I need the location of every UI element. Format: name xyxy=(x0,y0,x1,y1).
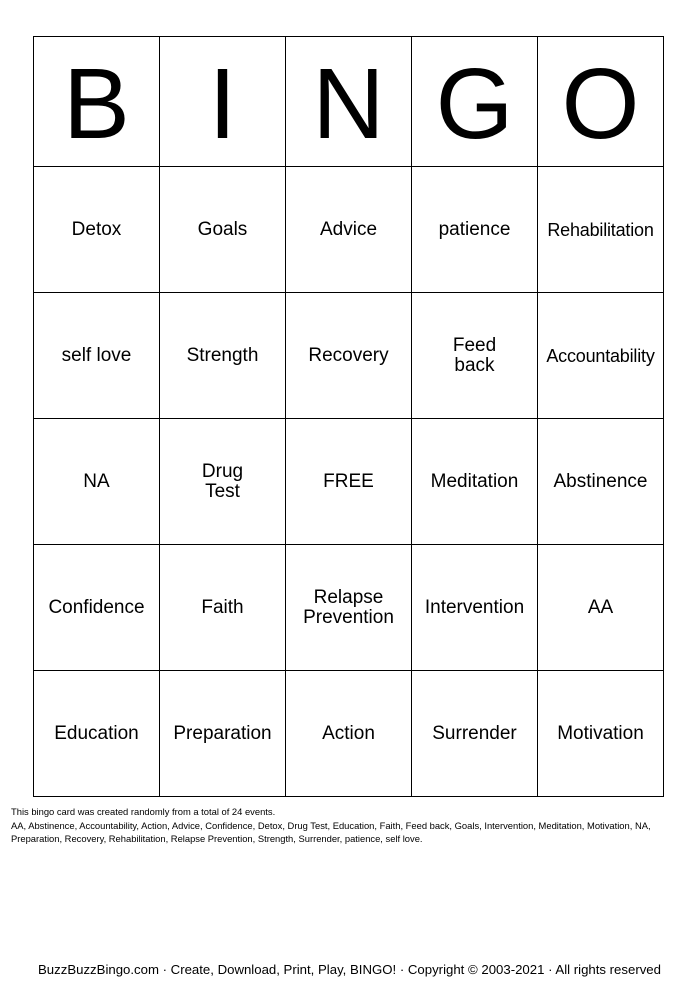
bingo-cell: Surrender xyxy=(412,671,538,797)
bingo-card xyxy=(33,36,664,797)
bingo-row xyxy=(34,293,664,419)
bingo-cell: AA xyxy=(538,545,664,671)
bingo-cell: self love xyxy=(34,293,160,419)
bingo-cell: Goals xyxy=(160,167,286,293)
bingo-cell: Education xyxy=(34,671,160,797)
bingo-cell: Confidence xyxy=(34,545,160,671)
bingo-row xyxy=(34,419,664,545)
bingo-cell: Detox xyxy=(34,167,160,293)
header-letter-n: N xyxy=(286,37,412,167)
header-letter-g: G xyxy=(412,37,538,167)
card-note-events: AA, Abstinence, Accountability, Action, Advice, Confidence, Detox, Drug Test, Education, Faith, Feed back, Goals, Intervention, Meditation, Motivation, NA, Preparation, Recovery, Rehabilitation, Relapse Prevention, Strength, Surrender, patience, self love. xyxy=(11,819,651,844)
bingo-cell: Drug Test xyxy=(160,419,286,545)
bingo-cell: Feed back xyxy=(412,293,538,419)
bingo-cell: Rehabilitation xyxy=(538,167,664,293)
bingo-cell: Preparation xyxy=(160,671,286,797)
bingo-header-row xyxy=(34,37,664,167)
bingo-cell: Accountability xyxy=(538,293,664,419)
bingo-cell: Strength xyxy=(160,293,286,419)
card-note xyxy=(11,805,683,846)
bingo-row xyxy=(34,671,664,797)
bingo-cell: patience xyxy=(412,167,538,293)
bingo-cell: Intervention xyxy=(412,545,538,671)
header-letter-o: O xyxy=(538,37,664,167)
header-letter-b: B xyxy=(34,37,160,167)
bingo-cell: NA xyxy=(34,419,160,545)
header-letter-i: I xyxy=(160,37,286,167)
bingo-row xyxy=(34,545,664,671)
bingo-cell: Action xyxy=(286,671,412,797)
bingo-cell: Meditation xyxy=(412,419,538,545)
bingo-row xyxy=(34,167,664,293)
bingo-cell: Faith xyxy=(160,545,286,671)
bingo-cell: Advice xyxy=(286,167,412,293)
bingo-cell: Recovery xyxy=(286,293,412,419)
card-note-summary: This bingo card was created randomly from a total of 24 events. xyxy=(11,806,276,817)
bingo-free-cell: FREE xyxy=(286,419,412,545)
bingo-cell: Motivation xyxy=(538,671,664,797)
footer-copyright: BuzzBuzzBingo.com · Create, Download, Print, Play, BINGO! · Copyright © 2003-2021 · All rights reserved xyxy=(38,962,661,977)
bingo-cell: Abstinence xyxy=(538,419,664,545)
bingo-cell: Relapse Prevention xyxy=(286,545,412,671)
